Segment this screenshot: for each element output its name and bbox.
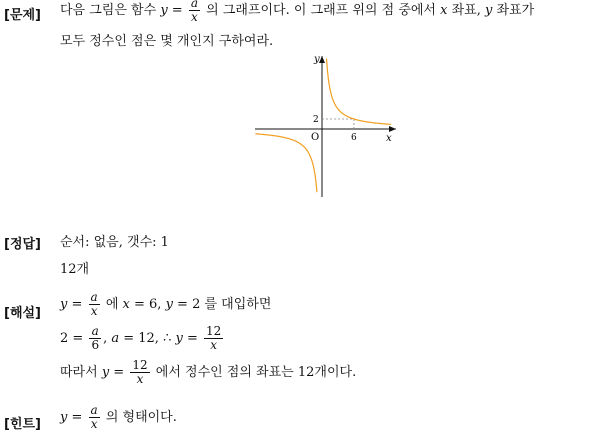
y-tick-label: 2	[313, 115, 319, 125]
hint-tag: [힌트]	[4, 417, 41, 432]
hint-line: y = $\frac{a}{x}$ 의 형태이다.	[60, 403, 177, 431]
explanation-line-2: 2 = $\frac{a}{6}$ , a = 12, ∴ y = $\frac{12}{x}$	[60, 324, 222, 352]
explanation-fraction-2: $\frac{a}{6}$	[91, 324, 100, 352]
reciprocal-graph	[250, 52, 400, 200]
answer-line-1: 순서: 없음, 갯수: 1	[60, 235, 169, 250]
curve-branch-negative	[255, 132, 320, 192]
problem-tag: [문제]	[4, 8, 41, 23]
x-tick-label: 6	[351, 133, 357, 143]
answer-tag: [정답]	[4, 237, 41, 252]
curve-branch-positive	[327, 58, 392, 124]
explanation-fraction-3: $\frac{12}{x}$	[206, 324, 222, 352]
hint-fraction: $\frac{a}{x}$	[90, 403, 98, 431]
explanation-line-1: y = $\frac{a}{x}$ 에 x = 6, y = 2 를 대입하면	[60, 290, 272, 318]
explanation-fraction-1: $\frac{a}{x}$	[90, 290, 98, 318]
problem-line-2: 모두 정수인 점은 몇 개인지 구하여라.	[60, 34, 274, 49]
origin-label: O	[311, 132, 320, 143]
x-axis-arrow	[389, 126, 396, 132]
y-axis-label: y	[314, 54, 320, 65]
problem-line-1: 다음 그림은 함수 y = $\frac{a}{x}$ 의 그래프이다. 이 그래프 위의 점 중에서 x 좌표, y 좌표가	[60, 0, 534, 24]
problem-fraction: $\frac{a}{x}$	[189, 0, 200, 24]
x-axis-label: x	[386, 133, 392, 144]
explanation-tag: [해설]	[4, 306, 41, 321]
explanation-line-3: 따라서 y = $\frac{12}{x}$ 에서 정수인 점의 좌표는 12개이다.	[60, 358, 357, 386]
explanation-fraction-4: $\frac{12}{x}$	[132, 358, 148, 386]
answer-line-2: 12개	[60, 262, 90, 277]
y-axis-arrow	[319, 56, 325, 63]
